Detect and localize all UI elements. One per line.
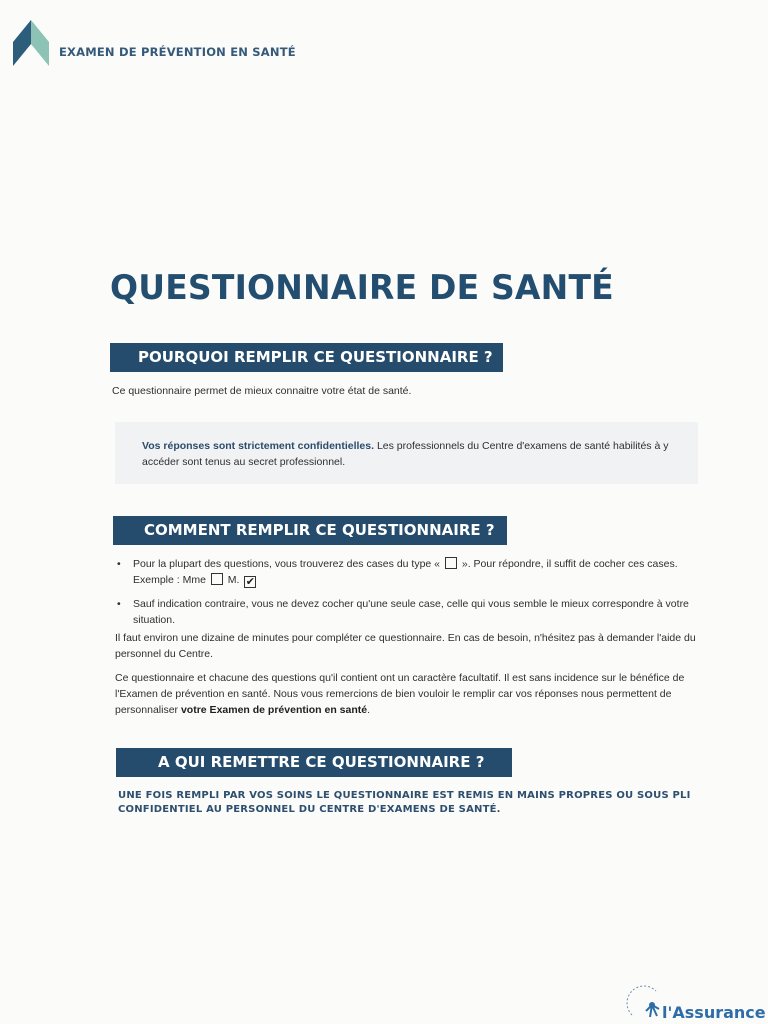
confidentiality-note [115, 422, 698, 484]
bullet1-text-after: ». Pour répondre, il suffit de cocher ces cases. [461, 558, 678, 570]
checkbox-mme[interactable] [211, 573, 223, 585]
submission-instructions: UNE FOIS REMPLI PAR VOS SOINS LE QUESTIONNAIRE EST REMIS EN MAINS PROPRES OU SOUS PLI CONFIDENTIEL AU PERSONNEL DU CENTRE D'EXAMENS DE SANTÉ. [118, 790, 691, 815]
bullet2-text: Sauf indication contraire, vous ne devez cocher qu'une seule case, celle qui vous semble le mieux correspondre à votre situation. [133, 598, 689, 626]
section-heading-aqui: A QUI REMETTRE CE QUESTIONNAIRE ? [116, 748, 512, 777]
section-heading-pourquoi: POURQUOI REMPLIR CE QUESTIONNAIRE ? [110, 343, 503, 372]
checkbox-m[interactable] [244, 576, 256, 588]
optional-paragraph [115, 670, 705, 718]
bullet1-text-before: Pour la plupart des questions, vous trouverez des cases du type « [133, 558, 441, 570]
list-item [115, 556, 705, 588]
example-label: Exemple : Mme [133, 574, 206, 586]
brand-logo-icon [13, 20, 49, 66]
intro-text: Ce questionnaire permet de mieux connaitre votre état de santé. [112, 385, 412, 397]
checkmark-icon: ✔ [245, 576, 255, 588]
optional-emphasis: votre Examen de prévention en santé [180, 704, 368, 716]
confidentiality-text: Les professionnels du Centre d'examens de santé habilités à y accéder sont tenus au secret professionnel. [142, 440, 669, 468]
example-checkbox-icon [445, 557, 457, 569]
bullet-icon: • [117, 558, 121, 570]
page-title: QUESTIONNAIRE DE SANTÉ [110, 268, 614, 308]
section-heading-comment: COMMENT REMPLIR CE QUESTIONNAIRE ? [113, 516, 507, 545]
footer-logo [626, 985, 766, 1022]
list-item [115, 596, 705, 628]
assurance-maladie-emblem-icon [626, 985, 666, 1021]
page-header [13, 20, 413, 66]
optional-text: Ce questionnaire et chacune des questions qu'il contient ont un caractère facultatif. Il est sans incidence sur le bénéfice de l'Examen de prévention en santé. Nous vous remercions de bien vouloir le remplir car vos réponses nous permettent de personnaliser [115, 672, 685, 716]
confidentiality-strong: Vos réponses sont strictement confidentielles. [142, 440, 375, 452]
example-m-label: M. [227, 574, 240, 586]
footer-brand: l'Assurance [662, 1003, 766, 1022]
optional-end: . [367, 704, 371, 716]
header-title: EXAMEN DE PRÉVENTION EN SANTÉ [59, 45, 296, 59]
duration-paragraph: Il faut environ une dizaine de minutes pour compléter ce questionnaire. En cas de besoin, n'hésitez pas à demander l'aide du personnel du Centre. [115, 632, 696, 660]
bullet-icon: • [117, 598, 121, 610]
instructions-list [115, 556, 705, 636]
